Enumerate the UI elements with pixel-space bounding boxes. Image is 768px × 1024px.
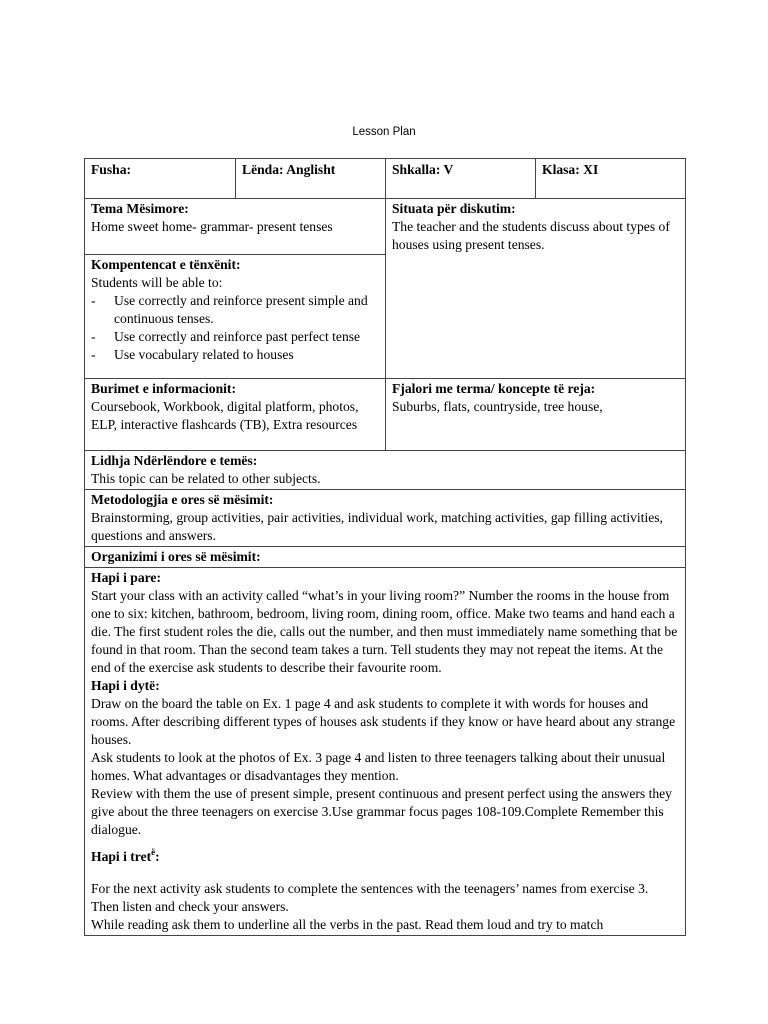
lidhja-text: This topic can be related to other subjects. [91,471,321,486]
kompetencat-intro: Students will be able to: [91,275,223,290]
fusha-cell: Fusha: [85,159,236,199]
list-item: - Use correctly and reinforce past perfect tense [91,328,379,346]
burimet-row [85,379,686,451]
metodologjia-row [85,490,686,547]
burimet-label: Burimet e informacionit: [91,381,236,396]
hapi1-label: Hapi i pare: [91,570,161,585]
lidhja-cell [85,451,686,490]
fjalori-cell [386,379,686,451]
tema-label: Tema Mësimore: [91,201,189,216]
organizimi-cell: Organizimi i ores së mësimit: [85,547,686,568]
fjalori-text: Suburbs, flats, countryside, tree house, [392,399,603,414]
kompetencat-cell [85,255,386,379]
tema-row [85,199,686,255]
burimet-text: Coursebook, Workbook, digital platform, photos, ELP, interactive flashcards (TB), Extra resources [91,399,359,432]
metodologjia-label: Metodologjia e ores së mësimit: [91,492,274,507]
header-row [85,159,686,199]
lidhja-row [85,451,686,490]
lesson-plan-table [84,158,686,936]
hapi3-label-sup: ë [151,847,156,857]
hapat-row [85,568,686,936]
page-title: Lesson Plan [352,126,416,138]
lenda-cell: Lënda: Anglisht [236,159,386,199]
hapi2-paragraph: Draw on the board the table on Ex. 1 page 4 and ask students to complete it with words for houses and rooms. After describing different types of houses ask students if they know or have heard about any strange houses. [91,696,676,747]
hapi3-label [91,843,679,866]
hapi2-label: Hapi i dytë: [91,678,160,693]
hapat-cell [85,568,686,936]
tema-text: Home sweet home- grammar- present tenses [91,219,333,234]
tema-cell [85,199,386,255]
situata-cell [386,199,686,379]
lidhja-label: Lidhja Ndërlëndore e temës: [91,453,258,468]
hapi3-paragraph: While reading ask them to underline all the verbs in the past. Read them loud and try to match [91,917,604,932]
klasa-cell: Klasa: XI [536,159,686,199]
hapi3-label-end: : [155,849,160,864]
metodologjia-text: Brainstorming, group activities, pair activities, individual work, matching activities, gap filling activities, questions and answers. [91,510,663,543]
shkalla-cell: Shkalla: V [386,159,536,199]
list-item: - Use vocabulary related to houses [91,346,379,364]
list-item: - Use correctly and reinforce present simple and continuous tenses. [91,292,379,328]
organizimi-row [85,547,686,568]
situata-text: The teacher and the students discuss about types of houses using present tenses. [392,219,670,252]
hapi3-label-text: Hapi i tret [91,849,152,864]
hapi2-paragraph: Ask students to look at the photos of Ex. 3 page 4 and listen to three teenagers talking about their unusual homes. What advantages or disadvantages they mention. [91,750,666,783]
fjalori-label: Fjalori me terma/ koncepte të reja: [392,381,596,396]
hapi1-text: Start your class with an activity called “what’s in your living room?” Number the rooms in the house from one to six: kitchen, bathroom, bedroom, living room, dining room, office. Make two teams and hand each a die. The first student roles the die, calls out the number, and then must immediately name something that be found in that room. Than the second team takes a turn. Tell students they may not repeat the items. At the end of the exercise ask students to describe their favourite room. [91,588,678,675]
hapi2-paragraph: Review with them the use of present simple, present continuous and present perfect using the answers they give about the three teenagers on exercise 3.Use grammar focus pages 108-109.Complete Remember this dialogue. [91,786,672,837]
burimet-cell [85,379,386,451]
hapi3-paragraph: For the next activity ask students to complete the sentences with the teenagers’ names from exercise 3. Then listen and check your answers. [91,881,649,914]
kompetencat-list [91,292,379,364]
metodologjia-cell [85,490,686,547]
situata-label: Situata për diskutim: [392,201,516,216]
kompetencat-label: Kompentencat e tënxënit: [91,257,241,272]
